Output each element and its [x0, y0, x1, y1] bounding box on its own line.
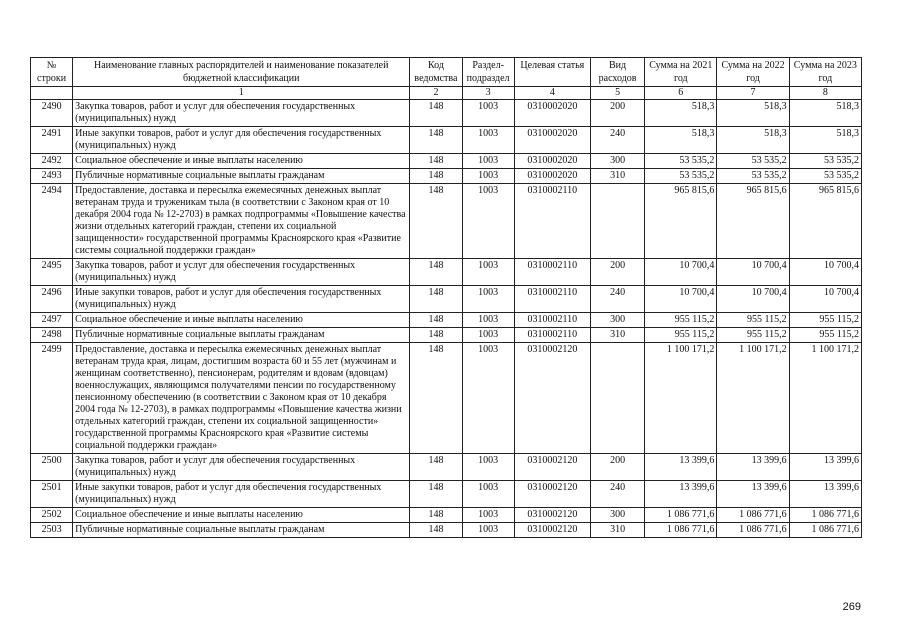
sum-2022-cell: 53 535,2	[717, 154, 789, 169]
sum-2022-cell: 518,3	[717, 100, 789, 127]
row-number-cell: 2491	[31, 127, 73, 154]
department-code-cell: 148	[410, 100, 462, 127]
section-cell: 1003	[462, 259, 514, 286]
expense-type-cell: 310	[590, 169, 644, 184]
header-sum-2021: Сумма на 2021 год	[645, 58, 717, 87]
column-number-row	[31, 87, 862, 100]
name-cell: Социальное обеспечение и иные выплаты населению	[73, 508, 410, 523]
table-body	[31, 100, 862, 538]
table-row	[31, 313, 862, 328]
sum-2022-cell: 10 700,4	[717, 259, 789, 286]
name-cell: Социальное обеспечение и иные выплаты населению	[73, 313, 410, 328]
row-number-cell: 2490	[31, 100, 73, 127]
target-article-cell: 0310002120	[514, 481, 590, 508]
table-row	[31, 523, 862, 538]
department-code-cell: 148	[410, 154, 462, 169]
header-row-number: № строки	[31, 58, 73, 87]
table-row	[31, 169, 862, 184]
sum-2021-cell: 13 399,6	[645, 454, 717, 481]
column-number: 5	[590, 87, 644, 100]
expense-type-cell: 300	[590, 313, 644, 328]
sum-2023-cell: 53 535,2	[789, 154, 861, 169]
target-article-cell: 0310002120	[514, 343, 590, 454]
sum-2021-cell: 10 700,4	[645, 286, 717, 313]
sum-2022-cell: 1 100 171,2	[717, 343, 789, 454]
header-sum-2022: Сумма на 2022 год	[717, 58, 789, 87]
target-article-cell: 0310002020	[514, 127, 590, 154]
target-article-cell: 0310002120	[514, 454, 590, 481]
expense-type-cell: 240	[590, 127, 644, 154]
target-article-cell: 0310002110	[514, 328, 590, 343]
expense-type-cell	[590, 184, 644, 259]
sum-2021-cell: 13 399,6	[645, 481, 717, 508]
department-code-cell: 148	[410, 343, 462, 454]
expense-type-cell: 310	[590, 523, 644, 538]
name-cell: Предоставление, доставка и пересылка ежемесячных денежных выплат ветеранам труда края, лицам, достигшим возраста 60 и 55 лет (мужчинам и женщинам соответственно), пенсионерам, родителям и вдовам (вдовцам) военнослужащих, являющимся получателями пенсии по государственному пенсионному обеспечению (в соответствии с Законом края от 10 декабря 2004 года № 12-2703), в рамках подпрограммы «Повышение качества жизни отдельных категорий граждан, степени их социальной защищенности» государственной программы Красноярского края «Развитие системы социальной поддержки граждан»	[73, 343, 410, 454]
sum-2022-cell: 955 115,2	[717, 328, 789, 343]
target-article-cell: 0310002020	[514, 154, 590, 169]
department-code-cell: 148	[410, 313, 462, 328]
name-cell: Публичные нормативные социальные выплаты гражданам	[73, 328, 410, 343]
section-cell: 1003	[462, 481, 514, 508]
sum-2023-cell: 518,3	[789, 100, 861, 127]
section-cell: 1003	[462, 328, 514, 343]
name-cell: Предоставление, доставка и пересылка ежемесячных денежных выплат ветеранам труда и труженикам тыла (в соответствии с Законом края от 10 декабря 2004 года № 12-2703) в рамках подпрограммы «Повышение качества жизни отдельных категорий граждан, степени их социальной защищенности» государственной программы Красноярского края «Развитие системы социальной поддержки граждан»	[73, 184, 410, 259]
sum-2023-cell: 13 399,6	[789, 454, 861, 481]
sum-2023-cell: 1 086 771,6	[789, 523, 861, 538]
target-article-cell: 0310002120	[514, 508, 590, 523]
header-sum-2023: Сумма на 2023 год	[789, 58, 861, 87]
row-number-cell: 2493	[31, 169, 73, 184]
target-article-cell: 0310002110	[514, 184, 590, 259]
sum-2023-cell: 13 399,6	[789, 481, 861, 508]
header-department-code: Код ведомства	[410, 58, 462, 87]
table-row	[31, 481, 862, 508]
sum-2023-cell: 1 100 171,2	[789, 343, 861, 454]
sum-2022-cell: 53 535,2	[717, 169, 789, 184]
table-row	[31, 259, 862, 286]
column-number: 4	[514, 87, 590, 100]
table-row	[31, 286, 862, 313]
row-number-cell: 2503	[31, 523, 73, 538]
name-cell: Публичные нормативные социальные выплаты гражданам	[73, 523, 410, 538]
row-number-cell: 2501	[31, 481, 73, 508]
sum-2021-cell: 53 535,2	[645, 169, 717, 184]
table-row	[31, 343, 862, 454]
row-number-cell: 2498	[31, 328, 73, 343]
sum-2023-cell: 518,3	[789, 127, 861, 154]
target-article-cell: 0310002110	[514, 286, 590, 313]
sum-2021-cell: 53 535,2	[645, 154, 717, 169]
column-number	[31, 87, 73, 100]
section-cell: 1003	[462, 100, 514, 127]
department-code-cell: 148	[410, 184, 462, 259]
row-number-cell: 2492	[31, 154, 73, 169]
target-article-cell: 0310002020	[514, 100, 590, 127]
section-cell: 1003	[462, 313, 514, 328]
sum-2023-cell: 965 815,6	[789, 184, 861, 259]
sum-2021-cell: 955 115,2	[645, 313, 717, 328]
sum-2023-cell: 10 700,4	[789, 259, 861, 286]
department-code-cell: 148	[410, 523, 462, 538]
expense-type-cell: 310	[590, 328, 644, 343]
department-code-cell: 148	[410, 508, 462, 523]
budget-table	[30, 57, 862, 538]
sum-2021-cell: 1 086 771,6	[645, 523, 717, 538]
row-number-cell: 2502	[31, 508, 73, 523]
sum-2022-cell: 518,3	[717, 127, 789, 154]
department-code-cell: 148	[410, 169, 462, 184]
expense-type-cell	[590, 343, 644, 454]
column-number: 6	[645, 87, 717, 100]
sum-2022-cell: 13 399,6	[717, 481, 789, 508]
table-row	[31, 154, 862, 169]
department-code-cell: 148	[410, 286, 462, 313]
expense-type-cell: 240	[590, 286, 644, 313]
sum-2022-cell: 1 086 771,6	[717, 523, 789, 538]
row-number-cell: 2494	[31, 184, 73, 259]
section-cell: 1003	[462, 154, 514, 169]
name-cell: Закупка товаров, работ и услуг для обеспечения государственных (муниципальных) нужд	[73, 454, 410, 481]
expense-type-cell: 200	[590, 454, 644, 481]
table-row	[31, 184, 862, 259]
department-code-cell: 148	[410, 328, 462, 343]
department-code-cell: 148	[410, 259, 462, 286]
table-row	[31, 328, 862, 343]
section-cell: 1003	[462, 169, 514, 184]
column-number: 2	[410, 87, 462, 100]
sum-2021-cell: 965 815,6	[645, 184, 717, 259]
table-row	[31, 454, 862, 481]
section-cell: 1003	[462, 454, 514, 481]
header-row	[31, 58, 862, 87]
column-number: 7	[717, 87, 789, 100]
expense-type-cell: 300	[590, 508, 644, 523]
sum-2021-cell: 518,3	[645, 127, 717, 154]
row-number-cell: 2497	[31, 313, 73, 328]
sum-2023-cell: 10 700,4	[789, 286, 861, 313]
sum-2022-cell: 965 815,6	[717, 184, 789, 259]
department-code-cell: 148	[410, 481, 462, 508]
sum-2021-cell: 1 100 171,2	[645, 343, 717, 454]
section-cell: 1003	[462, 343, 514, 454]
sum-2021-cell: 518,3	[645, 100, 717, 127]
sum-2022-cell: 1 086 771,6	[717, 508, 789, 523]
row-number-cell: 2496	[31, 286, 73, 313]
sum-2023-cell: 1 086 771,6	[789, 508, 861, 523]
table-row	[31, 100, 862, 127]
sum-2023-cell: 955 115,2	[789, 313, 861, 328]
target-article-cell: 0310002020	[514, 169, 590, 184]
target-article-cell: 0310002110	[514, 259, 590, 286]
section-cell: 1003	[462, 184, 514, 259]
sum-2023-cell: 955 115,2	[789, 328, 861, 343]
table-row	[31, 127, 862, 154]
sum-2021-cell: 955 115,2	[645, 328, 717, 343]
sum-2022-cell: 10 700,4	[717, 286, 789, 313]
row-number-cell: 2499	[31, 343, 73, 454]
column-number: 3	[462, 87, 514, 100]
expense-type-cell: 200	[590, 259, 644, 286]
department-code-cell: 148	[410, 454, 462, 481]
header-target-article: Целевая статья	[514, 58, 590, 87]
row-number-cell: 2500	[31, 454, 73, 481]
section-cell: 1003	[462, 286, 514, 313]
page-number: 269	[842, 601, 861, 613]
name-cell: Закупка товаров, работ и услуг для обеспечения государственных (муниципальных) нужд	[73, 100, 410, 127]
header-section: Раздел-подраздел	[462, 58, 514, 87]
sum-2021-cell: 1 086 771,6	[645, 508, 717, 523]
section-cell: 1003	[462, 127, 514, 154]
sum-2023-cell: 53 535,2	[789, 169, 861, 184]
expense-type-cell: 300	[590, 154, 644, 169]
column-number: 8	[789, 87, 861, 100]
header-name: Наименование главных распорядителей и наименование показателей бюджетной классификации	[73, 58, 410, 87]
sum-2022-cell: 955 115,2	[717, 313, 789, 328]
table-row	[31, 508, 862, 523]
expense-type-cell: 240	[590, 481, 644, 508]
sum-2022-cell: 13 399,6	[717, 454, 789, 481]
name-cell: Иные закупки товаров, работ и услуг для обеспечения государственных (муниципальных) нужд	[73, 481, 410, 508]
name-cell: Публичные нормативные социальные выплаты гражданам	[73, 169, 410, 184]
section-cell: 1003	[462, 508, 514, 523]
expense-type-cell: 200	[590, 100, 644, 127]
department-code-cell: 148	[410, 127, 462, 154]
target-article-cell: 0310002110	[514, 313, 590, 328]
header-expense-type: Вид расходов	[590, 58, 644, 87]
name-cell: Социальное обеспечение и иные выплаты населению	[73, 154, 410, 169]
target-article-cell: 0310002120	[514, 523, 590, 538]
name-cell: Иные закупки товаров, работ и услуг для обеспечения государственных (муниципальных) нужд	[73, 127, 410, 154]
section-cell: 1003	[462, 523, 514, 538]
column-number: 1	[73, 87, 410, 100]
name-cell: Закупка товаров, работ и услуг для обеспечения государственных (муниципальных) нужд	[73, 259, 410, 286]
sum-2021-cell: 10 700,4	[645, 259, 717, 286]
row-number-cell: 2495	[31, 259, 73, 286]
name-cell: Иные закупки товаров, работ и услуг для обеспечения государственных (муниципальных) нужд	[73, 286, 410, 313]
